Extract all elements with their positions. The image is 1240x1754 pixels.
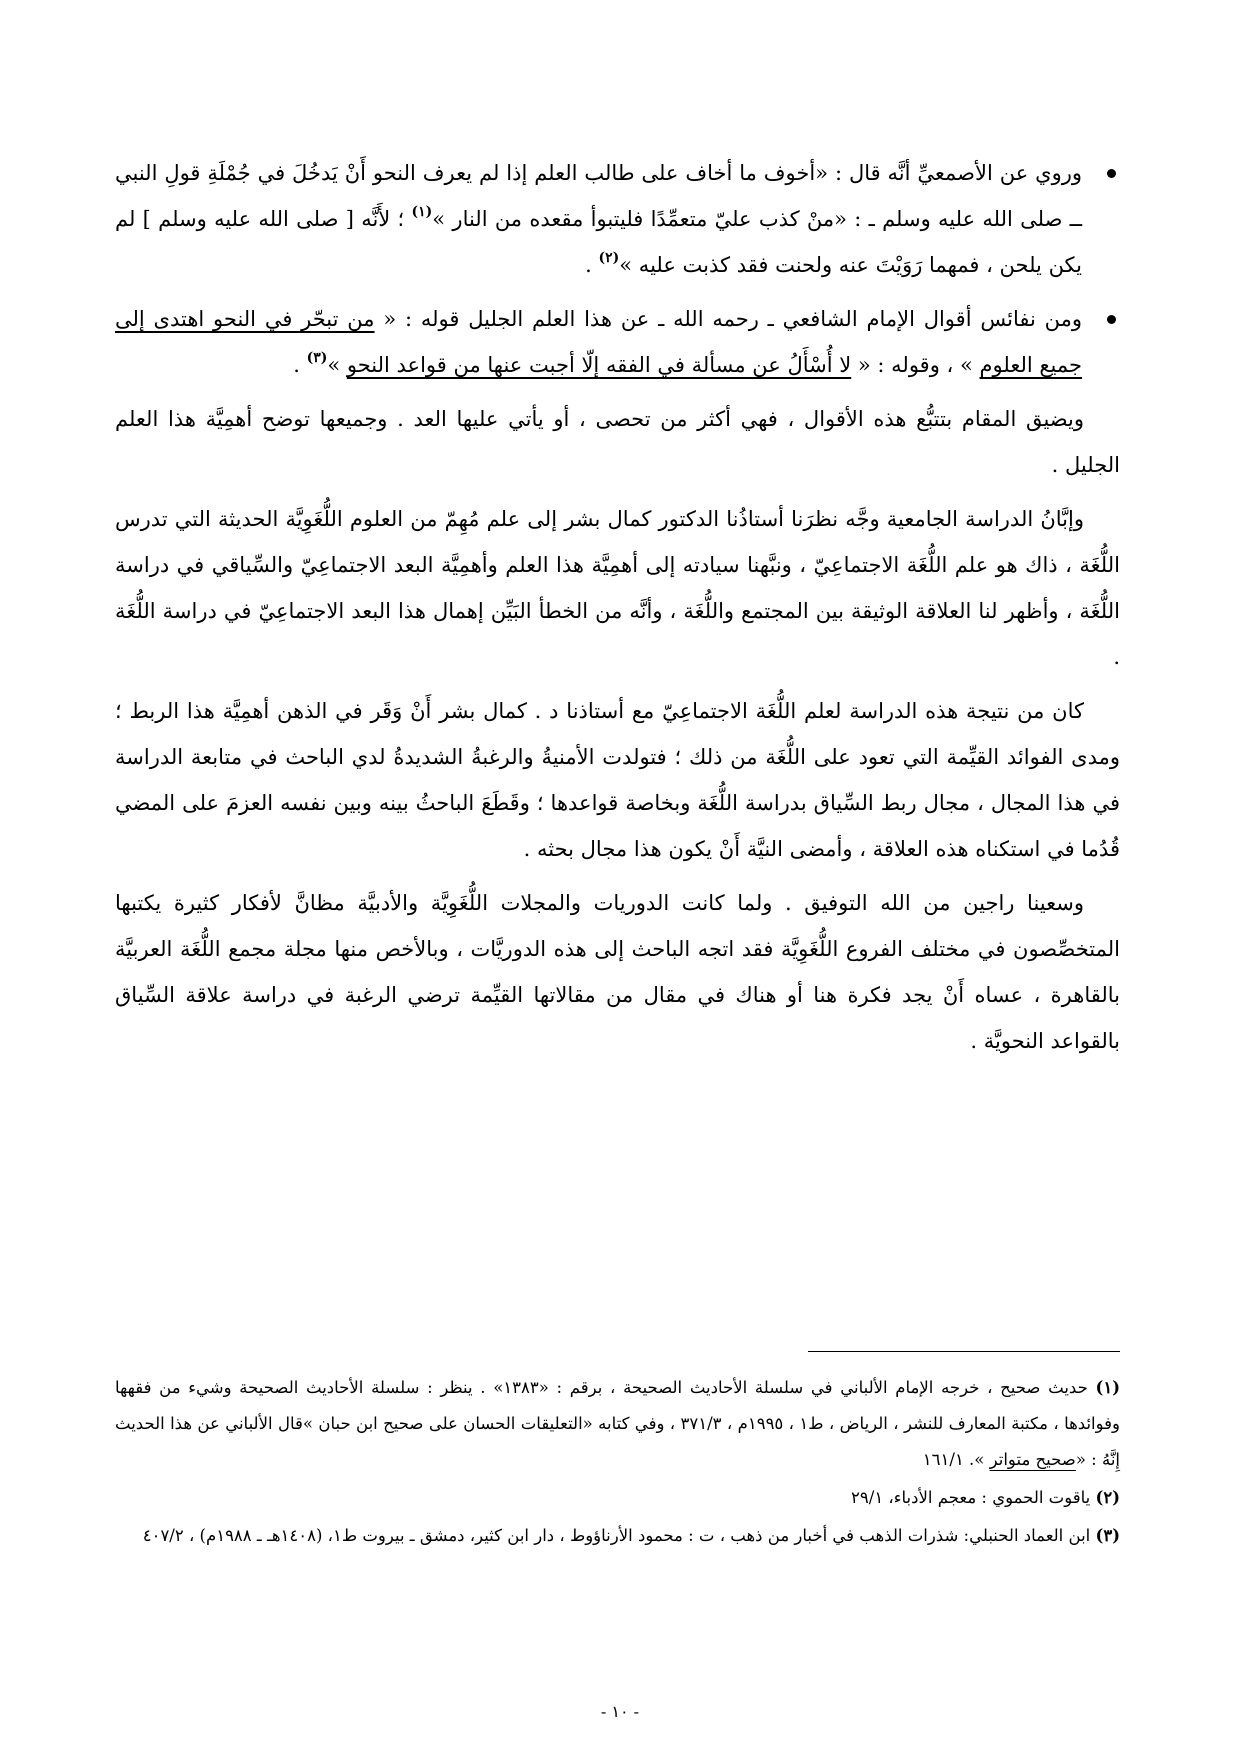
footnote-ref-1[interactable]: (١) [411,204,433,220]
quote-asmai [115,150,1120,288]
footnote-2-mark: (٢) [1095,1488,1120,1507]
footnote-1-mark: (١) [1095,1378,1120,1397]
quote-shafii-underlined-1: من تبحّر في النحو اهتدى إلى جميع العلوم [115,307,1082,377]
footnote-3 [115,1518,1120,1554]
paragraph-4: وسعينا راجين من الله التوفيق . ولما كانت الدوريات والمجلات اللُّغَوِيَّة والأدبيَّة مظانَّ لأفكار كثيرة يكتبها المتخصِّصون في مختلف الفروع اللُّغَوِيَّة فقد اتجه الباحث إلى هذه الدوريَّات ، وبالأخص منها مجلة مجمع اللُّغَة العربيَّة بالقاهرة ، عساه أَنْ يجد فكرة هنا أو هناك في مقال من مقالاتها القيِّمة ترضي الرغبة في دراسة علاقة السِّياق بالقواعد النحويَّة . [115,891,1120,1053]
footnote-3-text: ابن العماد الحنبلي: شذرات الذهب في أخبار من ذهب ، ت : محمود الأرناؤوط ، دار ابن كثير، دمشق ـ بيروت ط١، (١٤٠٨هـ ـ ١٩٨٨م) ، ٤٠٧/٢ [142,1526,1096,1545]
quote-shafii-text-2: » ، وقوله : « [851,353,980,377]
paragraph-2: وإبَّانُ الدراسة الجامعية وجَّه نظرَنا أستاذُنا الدكتور كمال بشر إلى علم مُهِمّ من العلوم اللُّغَوِيَّة الحديثة التي تدرس اللُّغَة ، ذاك هو علم اللُّغَة الاجتماعِيّ ، ونبَّهنا سيادته إلى أهمِيَّة هذا العلم وأهمِيَّة البعد الاجتماعِيّ والسِّياقي في دراسة اللُّغَة ، وأظهر لنا العلاقة الوثيقة بين المجتمع واللُّغَة ، وأنَّه من الخطأ البَيِّن إهمال هذا البعد الاجتماعِيّ في دراسة اللُّغَة . [115,507,1120,669]
quote-shafii [115,296,1120,388]
quote-asmai-text-continued: ؛ لأَنَّه [ صلى الله عليه وسلم ] لم يكن يلحن ، فمهما رَوَيْتَ عنه ولحنت فقد كذبت عليه » [115,207,1082,277]
footnote-1-text: حديث صحيح ، خرجه الإمام الألباني في سلسلة الأحاديث الصحيحة ، برقم : «١٣٨٣» . ينظر : سلسلة الأحاديث الصحيحة وشيء من فقهها وفوائدها ، مكتبة المعارف للنشر ، الرياض ، ط١ ، ١٩٩٥م ، ٣٧١/٣ ، وفي كتابه «التعليقات الحسان على صحيح ابن حبان »قال الألباني عن هذا الحديث إِنَّهُ : « [115,1378,1121,1469]
page-number: - ١٠ - [600,1702,640,1721]
footnote-2-text: ياقوت الحموي : معجم الأدباء، ٢٩/١ [851,1488,1096,1507]
footnote-divider [808,1351,1120,1352]
quote-asmai-text: وروي عن الأصمعيِّ أنَّه قال : «أخوف ما أخاف على طالب العلم إذا لم يعرف النحو أَنْ يَدخُلَ في جُمْلَةِ قولِ النبي ــ صلى الله عليه وسلم ـ : «منْ كذب عليّ متعمِّدًا فليتبوأ مقعده من النار » [115,161,1082,231]
quote-shafii-end: . [293,353,307,377]
footnote-1 [115,1370,1120,1478]
footnote-1-underlined: صحيح متواتر [989,1450,1076,1469]
footnote-3-mark: (٣) [1095,1526,1120,1545]
quote-shafii-text: ومن نفائس أقوال الإمام الشافعي ـ رحمه الله ـ عن هذا العلم الجليل قوله : « [374,307,1082,331]
quote-shafii-text-3: » [327,353,347,377]
quote-shafii-underlined-2: لا أُسْأَلُ عن مسألة في الفقه إلّا أجبت عنها من قواعد النحو [346,353,852,377]
footnote-1-end: ». ١٦١/١ [922,1450,990,1469]
footnote-ref-3[interactable]: (٣) [306,350,328,366]
quotes-list [115,150,1120,388]
bullet-icon [1107,315,1116,324]
footnote-2 [115,1480,1120,1516]
main-text [115,150,1120,1072]
footnote-ref-2[interactable]: (٢) [598,250,620,266]
paragraph-3: كان من نتيجة هذه الدراسة لعلم اللُّغَة الاجتماعِيّ مع أستاذنا د . كمال بشر أَنْ وَقَر في الذهن أهمِيَّة هذا الربط ؛ ومدى الفوائد القيِّمة التي تعود على اللُّغَة من ذلك ؛ فتولدت الأمنيةُ والرغبةُ الشديدةُ لدي الباحث في متابعة الدراسة في هذا المجال ، مجال ربط السِّياق بدراسة اللُّغَة وبخاصة قواعدها ؛ وقَطَعَ الباحثُ بينه وبين نفسه العزمَ على المضي قُدُما في استكناه هذه العلاقة ، وأمضى النيَّة أَنْ يكون هذا مجال بحثه . [115,699,1120,861]
quote-asmai-end: . [585,253,599,277]
paragraph-1: ويضيق المقام بتتبُّع هذه الأقوال ، فهي أكثر من تحصى ، أو يأتي عليها العد . وجميعها توضح أهمِيَّة هذا العلم الجليل . [115,407,1120,477]
bullet-icon [1107,169,1116,178]
footnotes [115,1370,1120,1556]
